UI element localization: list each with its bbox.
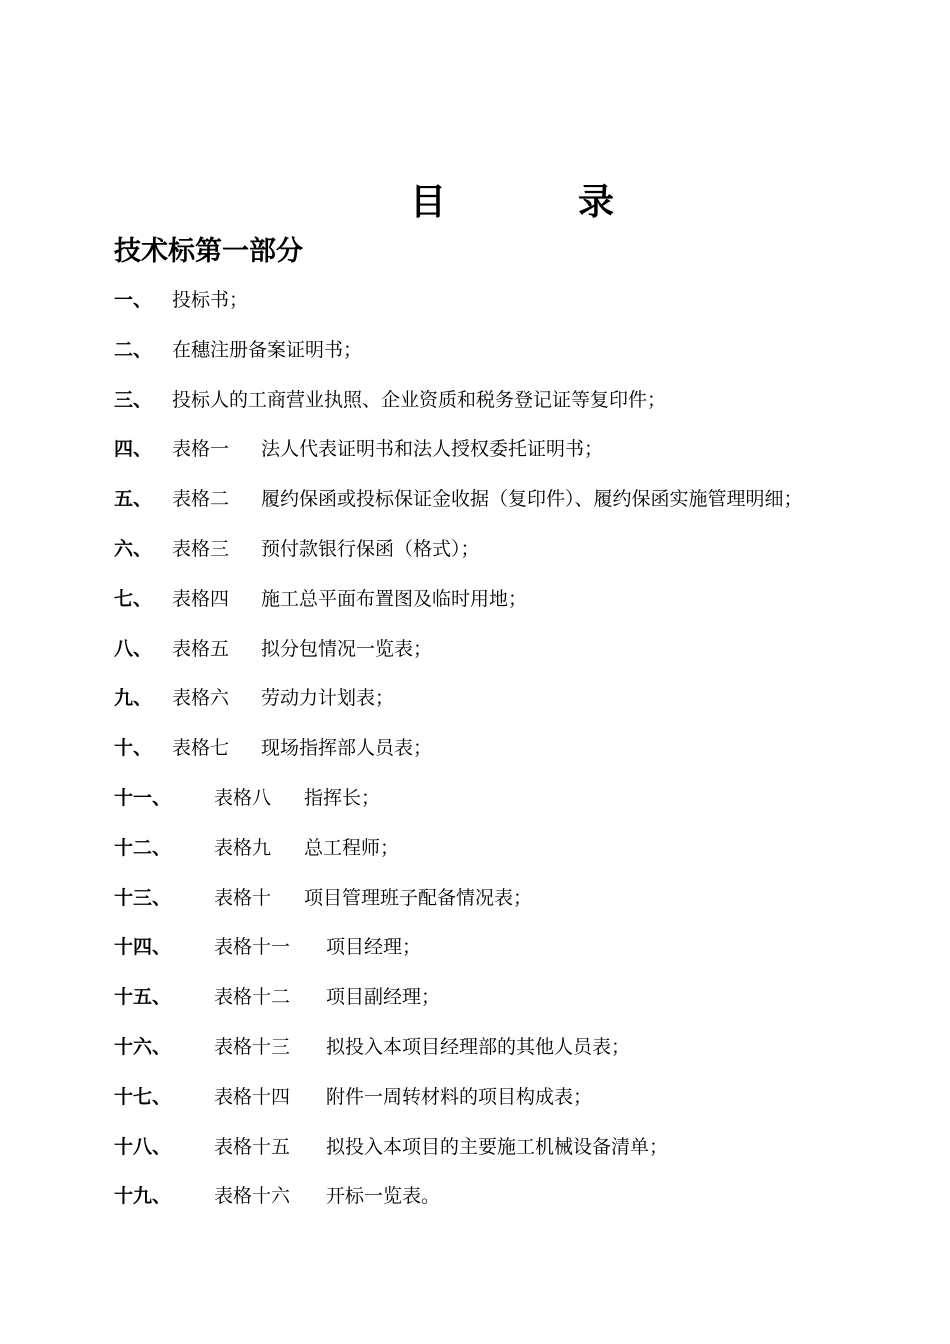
toc-item	[114, 930, 934, 980]
toc-item	[114, 582, 934, 632]
toc-item-number: 八、	[114, 637, 153, 660]
toc-item-form-label: 表格一	[172, 438, 230, 461]
toc-item-form-label: 表格二	[172, 488, 230, 511]
toc-item-text: 拟投入本项目经理部的其他人员表；	[326, 1035, 631, 1058]
toc-item	[114, 283, 934, 333]
toc-item-text: 施工总平面布置图及临时用地；	[261, 587, 528, 610]
toc-item-number: 十八、	[114, 1135, 172, 1158]
toc-item-number: 十九、	[114, 1185, 172, 1208]
toc-item-text: 现场指挥部人员表；	[261, 737, 433, 760]
toc-item-text: 项目副经理；	[326, 986, 441, 1009]
toc-item-text: 劳动力计划表；	[261, 687, 395, 710]
toc-item-number: 三、	[114, 388, 153, 411]
toc-item-text: 投标人的工商营业执照、企业资质和税务登记证等复印件；	[172, 388, 667, 411]
toc-item-number: 十六、	[114, 1035, 172, 1058]
toc-item-text: 项目管理班子配备情况表；	[304, 886, 533, 909]
toc-item-text: 开标一览表。	[326, 1185, 441, 1208]
title-char-2: 录	[578, 182, 615, 223]
toc-item-number: 七、	[114, 587, 153, 610]
toc-item-number: 十五、	[114, 986, 172, 1009]
toc-item-text: 项目经理；	[326, 936, 422, 959]
toc-item-number: 九、	[114, 687, 153, 710]
toc-item-number: 一、	[114, 289, 153, 311]
toc-item-number: 二、	[114, 338, 153, 361]
toc-item-number: 五、	[114, 488, 153, 511]
toc-item-text: 法人代表证明书和法人授权委托证明书；	[261, 438, 604, 461]
toc-item-text: 履约保函或投标保证金收据（复印件）、履约保函实施管理明细；	[261, 488, 803, 511]
toc-item-number: 十一、	[114, 786, 172, 809]
toc-item	[114, 333, 934, 383]
toc-item-form-label: 表格十一	[214, 936, 291, 959]
toc-item	[114, 482, 934, 532]
toc-item-number: 十、	[114, 737, 153, 760]
toc-item	[114, 881, 934, 931]
toc-item-form-label: 表格十四	[214, 1085, 291, 1108]
toc-item-text: 预付款银行保函（格式）；	[261, 537, 480, 560]
toc-item	[114, 1130, 934, 1180]
toc-item	[114, 1080, 934, 1130]
toc-item-form-label: 表格十二	[214, 986, 291, 1009]
toc-item-number: 十四、	[114, 936, 172, 959]
toc-item	[114, 681, 934, 731]
title-char-1: 目	[410, 182, 447, 223]
toc-item-text: 在穗注册备案证明书；	[172, 338, 363, 361]
toc-item	[114, 831, 934, 881]
toc-item-form-label: 表格三	[172, 537, 230, 560]
toc-item	[114, 980, 934, 1030]
toc-item-form-label: 表格十六	[214, 1185, 291, 1208]
toc-item-form-label: 表格六	[172, 687, 230, 710]
toc-item-number: 四、	[114, 438, 153, 461]
toc-item-text: 投标书；	[172, 289, 249, 311]
toc-item-text: 指挥长；	[304, 786, 381, 809]
toc-item	[114, 432, 934, 482]
toc-item-form-label: 表格四	[172, 587, 230, 610]
toc-item-form-label: 表格五	[172, 637, 230, 660]
toc-item-number: 六、	[114, 537, 153, 560]
toc-item-form-label: 表格八	[214, 786, 272, 809]
toc-item	[114, 1179, 934, 1229]
toc-item-text: 附件一周转材料的项目构成表；	[326, 1085, 593, 1108]
toc-item	[114, 383, 934, 433]
toc-item-form-label: 表格十五	[214, 1135, 291, 1158]
section-heading: 技术标第一部分	[114, 236, 303, 267]
toc-item-text: 总工程师；	[304, 836, 400, 859]
table-of-contents	[114, 283, 934, 1229]
document-title	[0, 180, 950, 230]
toc-item-form-label: 表格十三	[214, 1035, 291, 1058]
toc-item-form-label: 表格九	[214, 836, 272, 859]
toc-item-text: 拟分包情况一览表；	[261, 637, 433, 660]
toc-item-number: 十三、	[114, 886, 172, 909]
toc-item-number: 十七、	[114, 1085, 172, 1108]
toc-item-form-label: 表格十	[214, 886, 272, 909]
toc-item	[114, 781, 934, 831]
toc-item	[114, 1030, 934, 1080]
toc-item-text: 拟投入本项目的主要施工机械设备清单；	[326, 1135, 669, 1158]
toc-item	[114, 632, 934, 682]
toc-item-form-label: 表格七	[172, 737, 230, 760]
toc-item	[114, 532, 934, 582]
toc-item-number: 十二、	[114, 836, 172, 859]
toc-item	[114, 731, 934, 781]
